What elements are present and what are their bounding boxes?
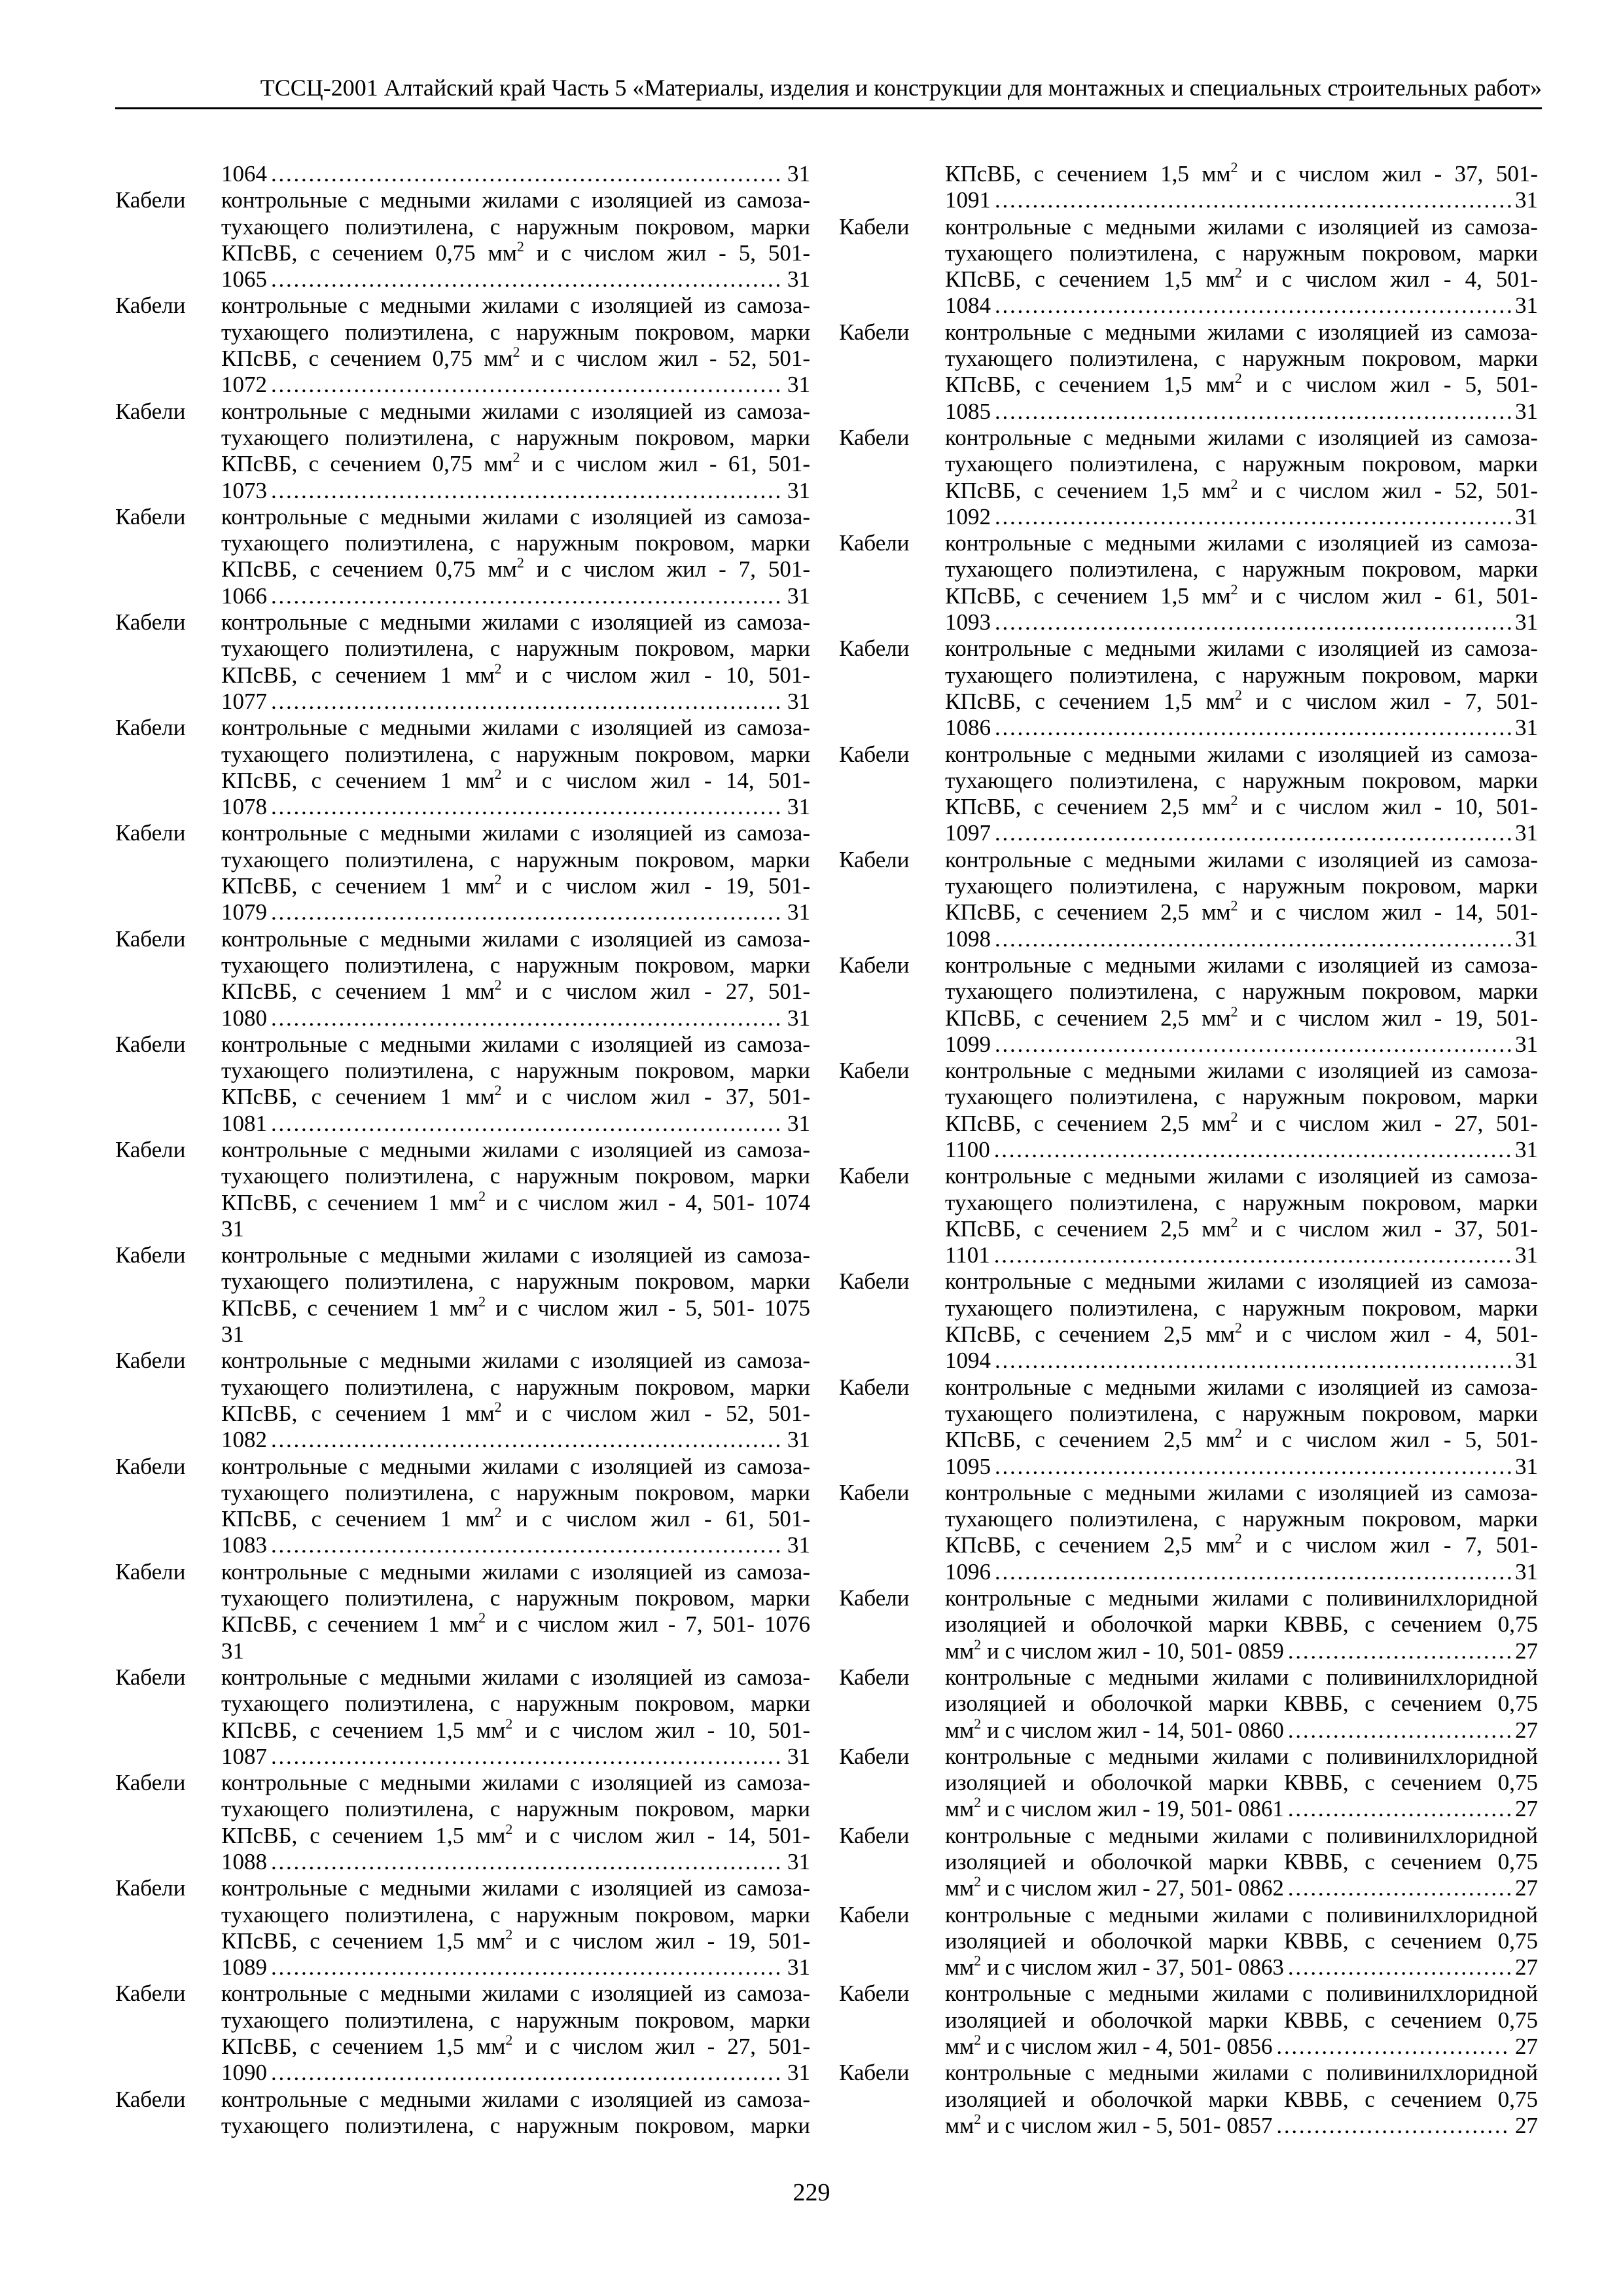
index-entry-kvvb: Кабели контрольные с медными жилами с поливинилхлоридной изоляцией и оболочкой марки КВВБ, с сечением 0,75 $мм^2$ и с числом жил - 4, 501- 0856 . . . 27 bbox=[839, 1981, 1538, 2060]
entry-cores: 5 bbox=[738, 240, 751, 266]
index-entry: Кабели контрольные с медными жилами с изоляцией из самоза- тухающего полиэтилена, с наружным покровом, марки КПсВБ, с сечением 1 $мм^2$ и с числом жил - 10, 501- 1077 . . . 31 bbox=[115, 609, 810, 715]
index-entry: Кабели контрольные с медными жилами с изоляцией из самоза- тухающего полиэтилена, с наружным покровом, марки КПсВБ, с сечением 1,5 $мм^2$ и с числом жил - 7, 501- 1086 . . . 31 bbox=[839, 636, 1538, 741]
index-column-left bbox=[115, 161, 810, 2139]
index-entry: Кабели контрольные с медными жилами с изоляцией из самоза- тухающего полиэтилена, с наружным покровом, марки КПсВБ, с сечением 1,5 $мм^2$ и с числом жил - 4, 501- 1084 . . . 31 bbox=[839, 214, 1538, 319]
index-entry: Кабели контрольные с медными жилами с изоляцией из самоза- тухающего полиэтилена, с наружным покровом, марки КПсВБ, с сечением 1 $мм^2$ и с числом жил - 5, 501- 1075 31 bbox=[115, 1242, 811, 1348]
index-entry-kvvb: Кабели контрольные с медными жилами с поливинилхлоридной изоляцией и оболочкой марки КВВБ, с сечением 0,75 $мм^2$ и с числом жил - 27, 501- 0862 . . . 27 bbox=[839, 1823, 1538, 1902]
index-entry-kvvb: Кабели контрольные с медными жилами с поливинилхлоридной изоляцией и оболочкой марки КВВБ, с сечением 0,75 $мм^2$ и с числом жил - 10, 501- 0859 . . . 27 bbox=[839, 1585, 1538, 1664]
index-entry: Кабели контрольные с медными жилами с изоляцией из самоза- тухающего полиэтилена, с наружным покровом, марки КПсВБ, с сечением 1 $мм^2$ и с числом жил - 37, 501- 1081 . . . 31 bbox=[115, 1031, 810, 1137]
index-entry: Кабели контрольные с медными жилами с изоляцией из самоза- тухающего полиэтилена, с наружным покровом, марки КПсВБ, с сечением 2,5 $мм^2$ и с числом жил - 5, 501- 1095 . . . 31 bbox=[839, 1374, 1538, 1480]
index-entry: Кабели контрольные с медными жилами с изоляцией из самоза- тухающего полиэтилена, с наружным покровом, марки КПсВБ, с сечением 0,75 $мм^2$ и с числом жил - 7, 501- 1066 . . . 31 bbox=[115, 504, 810, 609]
running-header bbox=[115, 73, 1542, 109]
entry-label: Кабели bbox=[115, 293, 186, 319]
index-entry: Кабели контрольные с медными жилами с изоляцией из самоза- тухающего полиэтилена, с наружным покровом, марки КПсВБ, с сечением 1,5 $мм^2$ и с числом жил - 14, 501- 1088 . . . 31 bbox=[115, 1770, 810, 1875]
index-entry: Кабели контрольные с медными жилами с изоляцией из самоза- тухающего полиэтилена, с наружным покровом, марки КПсВБ, с сечением 1 $мм^2$ и с числом жил - 61, 501- 1083 . . . 31 bbox=[115, 1454, 810, 1559]
index-entry: Кабели контрольные с медными жилами с изоляцией из самоза- тухающего полиэтилена, с наружным покровом, марки КПсВБ, с сечением 1 $мм^2$ и с числом жил - 52, 501- 1082 . . . 31 bbox=[115, 1348, 810, 1453]
index-entry-continuation: КПсВБ, с сечением 1,5 $мм^2$ и с числом жил - 37, 501- 1091 . . . 31 bbox=[839, 161, 1538, 214]
index-entry: Кабели контрольные с медными жилами с изоляцией из самоза- тухающего полиэтилена, с наружным покровом, марки КПсВБ, с сечением 2,5 $мм^2$ и с числом жил - 19, 501- 1099 . . . 31 bbox=[839, 952, 1538, 1058]
index-entry: Кабели контрольные с медными жилами с изоляцией из самоза- тухающего полиэтилена, с наружным покровом, марки КПсВБ, с сечением 1 $мм^2$ и с числом жил - 4, 501- 1074 31 bbox=[115, 1136, 811, 1242]
header-title: ТССЦ-2001 Алтайский край Часть 5 «Материалы, изделия и конструкции для монтажных и специальных строительных работ» bbox=[260, 75, 1542, 101]
page-number: 229 bbox=[793, 2179, 830, 2206]
index-entry: Кабели контрольные с медными жилами с изоляцией из самоза- тухающего полиэтилена, с наружным покровом, марки КПсВБ, с сечением 2,5 $мм^2$ и с числом жил - 7, 501- 1096 . . . 31 bbox=[839, 1480, 1538, 1585]
index-entry: Кабели контрольные с медными жилами с изоляцией из самоза- тухающего полиэтилена, с наружным покровом, марки КПсВБ, с сечением 0,75 $мм^2$ и с числом жил - 61, 501- 1073 . . . 31 bbox=[115, 399, 810, 504]
index-entry: Кабели контрольные с медными жилами с изоляцией из самоза- тухающего полиэтилена, с наружным покровом, марки КПсВБ, с сечением 1,5 $мм^2$ и с числом жил - 19, 501- 1089 . . . 31 bbox=[115, 1875, 810, 1981]
index-entry: Кабели контрольные с медными жилами с изоляцией из самоза- тухающего полиэтилена, с наружным покровом, марки КПсВБ, с сечением 2,5 $мм^2$ и с числом жил - 4, 501- 1094 . . . 31 bbox=[839, 1268, 1538, 1374]
index-entry: Кабели контрольные с медными жилами с изоляцией из самоза- тухающего полиэтилена, с наружным покровом, марки КПсВБ, с сечением 1 $мм^2$ и с числом жил - 19, 501- 1079 . . . 31 bbox=[115, 820, 810, 925]
index-entry: Кабели контрольные с медными жилами с изоляцией из самоза- тухающего полиэтилена, с наружным покровом, марки КПсВБ, с сечением 0,75 $мм^2$ и с числом жил - 52, 501- 1072 . . . 31 bbox=[115, 293, 810, 398]
index-entry: Кабели контрольные с медными жилами с изоляцией из самоза- тухающего полиэтилена, с наружным покровом, марки КПсВБ, с сечением 1,5 $мм^2$ и с числом жил - 61, 501- 1093 . . . 31 bbox=[839, 530, 1538, 636]
index-entry-kvvb: Кабели контрольные с медными жилами с поливинилхлоридной изоляцией и оболочкой марки КВВБ, с сечением 0,75 $мм^2$ и с числом жил - 14, 501- 0860 . . . 27 bbox=[839, 1664, 1538, 1744]
index-entry-kvvb: Кабели контрольные с медными жилами с поливинилхлоридной изоляцией и оболочкой марки КВВБ, с сечением 0,75 $мм^2$ и с числом жил - 5, 501- 0857 . . . 27 bbox=[839, 2060, 1538, 2139]
index-entry-continuation: 1064 . . . 31 bbox=[115, 161, 810, 187]
index-entry: Кабели контрольные с медными жилами с изоляцией из самоза- тухающего полиэтилена, с наружным покровом, марки КПсВБ, с сечением 2,5 $мм^2$ и с числом жил - 37, 501- 1101 . . . 31 bbox=[839, 1163, 1538, 1268]
index-entry: Кабели контрольные с медными жилами с изоляцией из самоза- тухающего полиэтилена, с наружным покровом, марки КПсВБ, с сечением 1 $мм^2$ и с числом жил - 7, 501- 1076 31 bbox=[115, 1558, 811, 1664]
entry-page: 31 bbox=[787, 266, 810, 293]
index-entry: Кабели контрольные с медными жилами с изоляцией из самоза- тухающего полиэтилена, с наружным покровом, марки КПсВБ, с сечением 0,75 $мм^2$ и с числом жил - 5, 501- 1065 . . . 31 bbox=[115, 187, 810, 293]
entry-code: 1065 bbox=[221, 266, 267, 293]
index-entry: Кабели контрольные с медными жилами с изоляцией из самоза- тухающего полиэтилена, с наружным покровом, марки КПсВБ, с сечением 1,5 $мм^2$ и с числом жил - 5, 501- 1085 . . . 31 bbox=[839, 319, 1538, 425]
index-entry: Кабели контрольные с медными жилами с изоляцией из самоза- тухающего полиэтилена, с наружным покровом, марки КПсВБ, с сечением 1,5 $мм^2$ и с числом жил - 10, 501- 1087 . . . 31 bbox=[115, 1664, 810, 1770]
index-entry: Кабели контрольные с медными жилами с изоляцией из самоза- тухающего полиэтилена, с наружным покровом, марки КПсВБ, с сечением 2,5 $мм^2$ и с числом жил - 10, 501- 1097 . . . 31 bbox=[839, 742, 1538, 847]
entry-description: контрольные с медными жилами с изоляцией из самоза- bbox=[221, 187, 810, 213]
index-entry: Кабели контрольные с медными жилами с изоляцией из самоза- тухающего полиэтилена, с наружным покровом, марки КПсВБ, с сечением 1 $мм^2$ и с числом жил - 27, 501- 1080 . . . 31 bbox=[115, 926, 810, 1031]
index-entry: Кабели контрольные с медными жилами с изоляцией из самоза- тухающего полиэтилена, с наружным покровом, марки КПсВБ, с сечением 1,5 $мм^2$ и с числом жил - 27, 501- 1090 . . . 31 bbox=[115, 1981, 810, 2086]
index-entry-continued: Кабели контрольные с медными жилами с изоляцией из самоза- тухающего полиэтилена, с наружным покровом, марки bbox=[115, 2086, 810, 2138]
index-entry: Кабели контрольные с медными жилами с изоляцией из самоза- тухающего полиэтилена, с наружным покровом, марки КПсВБ, с сечением 2,5 $мм^2$ и с числом жил - 14, 501- 1098 . . . 31 bbox=[839, 847, 1538, 952]
index-entry: Кабели контрольные с медными жилами с изоляцией из самоза- тухающего полиэтилена, с наружным покровом, марки КПсВБ, с сечением 1 $мм^2$ и с числом жил - 14, 501- 1078 . . . 31 bbox=[115, 715, 810, 820]
entry-label: Кабели bbox=[115, 187, 186, 213]
index-entry-kvvb: Кабели контрольные с медными жилами с поливинилхлоридной изоляцией и оболочкой марки КВВБ, с сечением 0,75 $мм^2$ и с числом жил - 37, 501- 0863 . . . 27 bbox=[839, 1902, 1538, 1981]
index-entry: Кабели контрольные с медными жилами с изоляцией из самоза- тухающего полиэтилена, с наружным покровом, марки КПсВБ, с сечением 2,5 $мм^2$ и с числом жил - 27, 501- 1100 . . . 31 bbox=[839, 1058, 1538, 1163]
entry-section: 0,75 bbox=[435, 240, 476, 266]
index-entry-kvvb: Кабели контрольные с медными жилами с поливинилхлоридной изоляцией и оболочкой марки КВВБ, с сечением 0,75 $мм^2$ и с числом жил - 19, 501- 0861 . . . 27 bbox=[839, 1744, 1538, 1823]
index-column-right bbox=[839, 161, 1538, 2139]
index-entry: Кабели контрольные с медными жилами с изоляцией из самоза- тухающего полиэтилена, с наружным покровом, марки КПсВБ, с сечением 1,5 $мм^2$ и с числом жил - 52, 501- 1092 . . . 31 bbox=[839, 425, 1538, 530]
